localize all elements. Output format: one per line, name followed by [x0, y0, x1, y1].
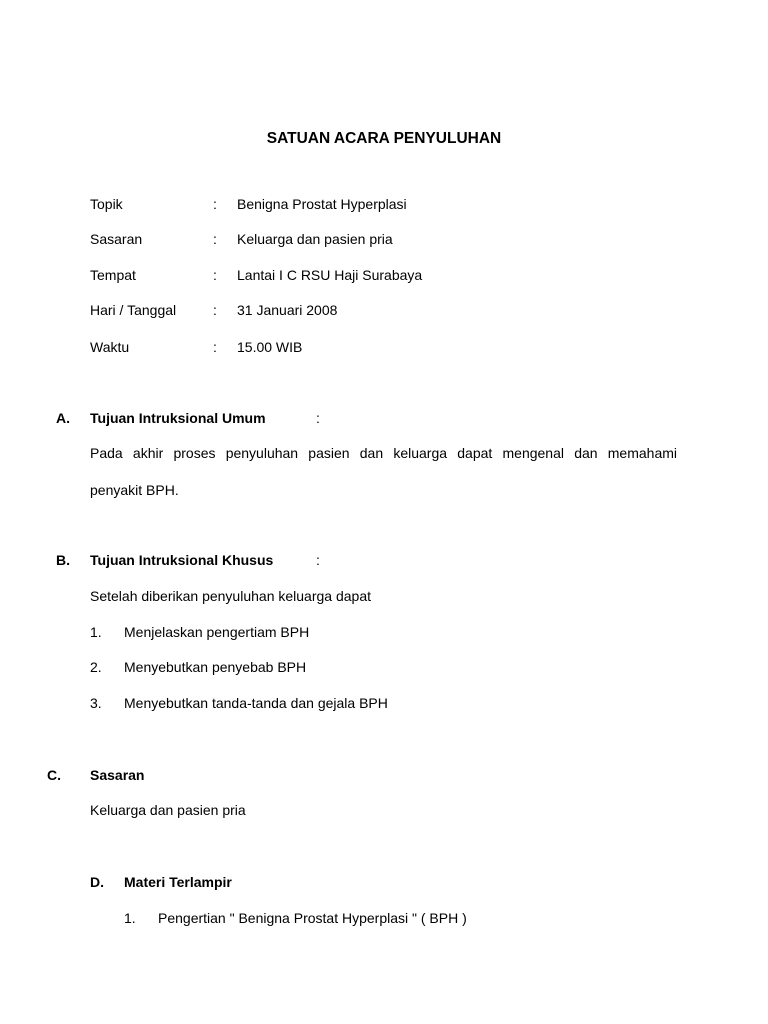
section-a-colon: : — [316, 410, 320, 426]
info-value-topik: Benigna Prostat Hyperplasi — [237, 196, 407, 212]
info-label-hari-tanggal: Hari / Tanggal — [90, 302, 177, 318]
info-colon: : — [213, 231, 217, 247]
list-item-number: 2. — [90, 659, 102, 675]
info-value-waktu: 15.00 WIB — [237, 339, 303, 355]
section-c-letter: C. — [47, 767, 61, 783]
list-item-text: Menyebutkan penyebab BPH — [124, 659, 307, 675]
list-item-number: 1. — [90, 624, 102, 640]
info-colon: : — [213, 302, 217, 318]
section-d-letter: D. — [90, 874, 104, 890]
list-item-text: Pengertian " Benigna Prostat Hyperplasi " ( BPH ) — [158, 910, 467, 926]
section-c-text: Keluarga dan pasien pria — [90, 802, 246, 818]
section-d-title: Materi Terlampir — [124, 874, 232, 890]
info-label-topik: Topik — [90, 196, 123, 212]
list-item-number: 3. — [90, 695, 102, 711]
section-a-paragraph-line1: Pada akhir proses penyuluhan pasien dan keluarga dapat mengenal dan memahami — [90, 445, 677, 461]
section-b-intro: Setelah diberikan penyuluhan keluarga dapat — [90, 588, 371, 604]
section-c-title: Sasaran — [90, 767, 145, 783]
section-a-title: Tujuan Intruksional Umum — [90, 410, 266, 426]
info-colon: : — [213, 267, 217, 283]
info-value-tempat: Lantai I C RSU Haji Surabaya — [237, 267, 423, 283]
section-a-letter: A. — [56, 410, 70, 426]
info-label-tempat: Tempat — [90, 267, 136, 283]
section-b-letter: B. — [56, 552, 70, 568]
info-value-sasaran: Keluarga dan pasien pria — [237, 231, 393, 247]
info-colon: : — [213, 196, 217, 212]
info-label-waktu: Waktu — [90, 339, 130, 355]
section-b-colon: : — [316, 552, 320, 568]
info-colon: : — [213, 339, 217, 355]
list-item-text: Menjelaskan pengertiam BPH — [124, 624, 310, 640]
document-title: SATUAN ACARA PENYULUHAN — [266, 130, 502, 147]
list-item-number: 1. — [124, 910, 136, 926]
section-a-paragraph-line2: penyakit BPH. — [90, 482, 179, 498]
list-item-text: Menyebutkan tanda-tanda dan gejala BPH — [124, 695, 388, 711]
info-value-hari-tanggal: 31 Januari 2008 — [237, 302, 338, 318]
section-b-title: Tujuan Intruksional Khusus — [90, 552, 274, 568]
info-label-sasaran: Sasaran — [90, 231, 143, 247]
